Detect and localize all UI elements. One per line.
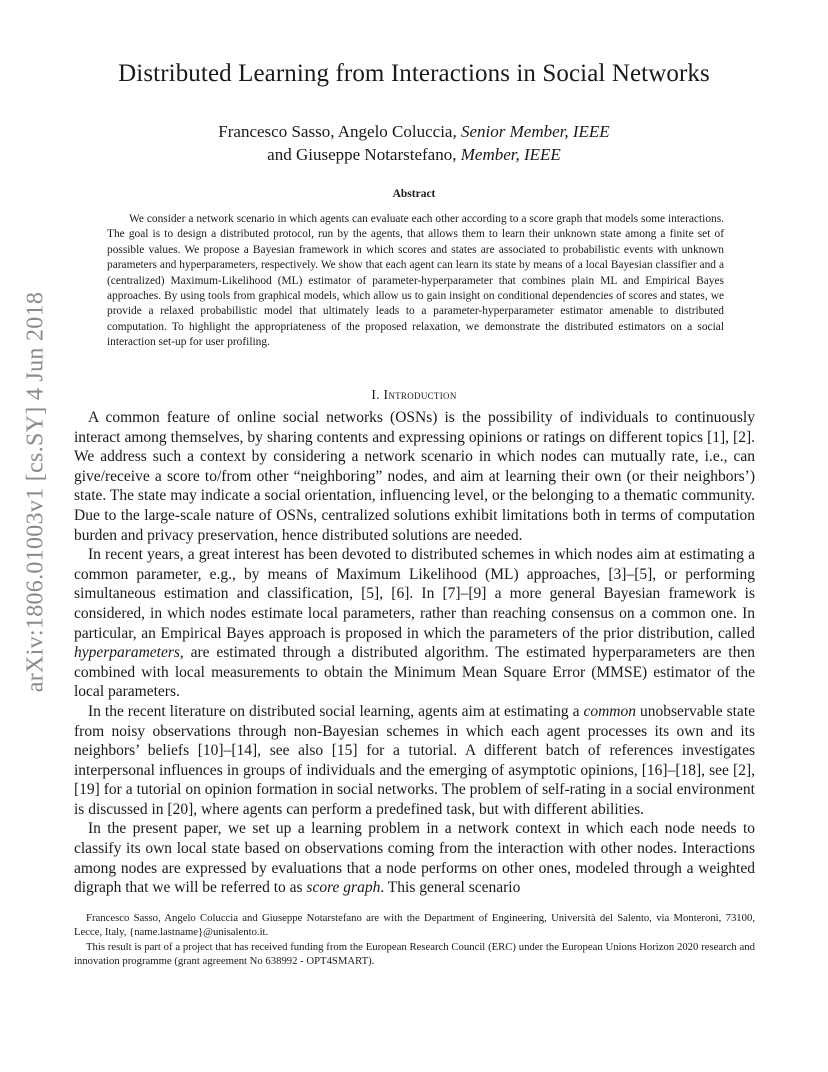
paragraph-4-part-2: . This general scenario [380, 879, 521, 897]
paragraph-3-part-2: unobservable state from noisy observations through non-Bayesian schemes in which each agent processes its own and its neighbors’ beliefs [10]–[14], see also [15] for a tutorial. A different batch of references investigates interpersonal influences in groups of individuals and the emerging of asymptotic opinions, [16]–[18], see [2], [19] for a tutorial on opinion formation in social networks. The problem of self-rating in a social environment is discussed in [20], where agents can perform a predefined task, but with different abilities. [74, 702, 756, 818]
author-block [0, 120, 828, 166]
author-role-2: Member, IEEE [460, 145, 561, 164]
section-number: I. [371, 387, 384, 402]
emphasis-score-graph: score graph [306, 879, 381, 897]
author-line-2 [0, 143, 828, 166]
section-heading [0, 387, 828, 403]
paragraph-4 [74, 819, 755, 897]
abstract-heading: Abstract [392, 188, 436, 200]
paper-title: Distributed Learning from Interactions in Social Networks [118, 60, 710, 87]
paragraph-4-part-1: In the present paper, we set up a learning problem in a network context in which each node needs to classify its own local state based on observations coming from the interaction with other nodes. Interactions among nodes are expressed by evaluations that a node performs on other ones, modeled through a weighted digraph that we will be referred to as [74, 820, 755, 897]
body-text [74, 408, 755, 898]
footnotes [74, 911, 755, 968]
footnote-funding: This result is part of a project that has received funding from the European Research Council (ERC) under the European Unions Horizon 2020 research and innovation programme (grant agreement No 638992 - OPT4SMART). [74, 940, 755, 967]
author-role-1: Senior Member, IEEE [460, 122, 610, 141]
arxiv-identifier: arXiv:1806.01003v1 [cs.SY] 4 Jun 2018 [22, 291, 49, 693]
paragraph-3-part-1: In the recent literature on distributed social learning, agents aim at estimating a [88, 702, 584, 720]
author-line-1 [0, 120, 828, 143]
author-names-1: Francesco Sasso, Angelo Coluccia, [218, 122, 461, 141]
paragraph-3 [74, 702, 755, 820]
paragraph-1: A common feature of online social networks (OSNs) is the possibility of individuals to continuously interact among themselves, by sharing contents and expressing opinions or ratings on different topics [1], [2]. We address such a context by considering a network scenario in which nodes can mutually rate, i.e., can give/receive a score to/from other “neighboring” nodes, and aim at learning their own (or their neighbors’) state. The state may indicate a social orientation, influencing level, or the belonging to a thematic community. Due to the large-scale nature of OSNs, centralized solutions exhibit limitations both in terms of computation burden and privacy preservation, hence distributed solutions are needed. [74, 409, 755, 544]
footnote-affiliation: Francesco Sasso, Angelo Coluccia and Giuseppe Notarstefano are with the Department of Engineering, Università del Salento, via Monteroni, 73100, Lecce, Italy, {name.lastname}@unisalento.it. [74, 912, 755, 939]
section-title: Introduction [383, 387, 457, 402]
emphasis-hyperparameters: hyperparameters [74, 644, 180, 662]
paragraph-2 [74, 545, 755, 702]
paragraph-2-part-1: In recent years, a great interest has been devoted to distributed schemes in which nodes aim at estimating a common parameter, e.g., by means of Maximum Likelihood (ML) approaches, [3]–[5], or performing simultaneous estimation and classification, [5], [6]. In [7]–[9] a more general Bayesian framework is considered, in which nodes estimate local parameters, rather than reaching consensus on a common one. In particular, an Empirical Bayes approach is proposed in which the parameters of the prior distribution, called [74, 546, 755, 642]
paragraph-2-part-2: , are estimated through a distributed algorithm. The estimated hyperparameters are then combined with local measurements to obtain the Minimum Mean Square Error (MMSE) estimator of the local parameters. [74, 644, 755, 701]
author-names-2: and Giuseppe Notarstefano, [267, 145, 461, 164]
emphasis-common: common [583, 702, 636, 720]
abstract-text: We consider a network scenario in which agents can evaluate each other according to a score graph that models some interactions. The goal is to design a distributed protocol, run by the agents, that allows them to learn their unknown state among a finite set of possible values. We propose a Bayesian framework in which scores and states are associated to probabilistic events with unknown parameters and hyperparameters, respectively. We show that each agent can learn its state by means of a local Bayesian classifier and a (centralized) Maximum-Likelihood (ML) estimator of parameter-hyperparameter that combines plain ML and Empirical Bayes approaches. By using tools from graphical models, which allow us to gain insight on conditional dependencies of scores and states, we provide a relaxed probabilistic model that ultimately leads to a parameter-hyperparameter estimator amenable to distributed computation. To highlight the appropriateness of the proposed relaxation, we demonstrate the distributed estimators on a social interaction set-up for user profiling. [107, 213, 724, 349]
